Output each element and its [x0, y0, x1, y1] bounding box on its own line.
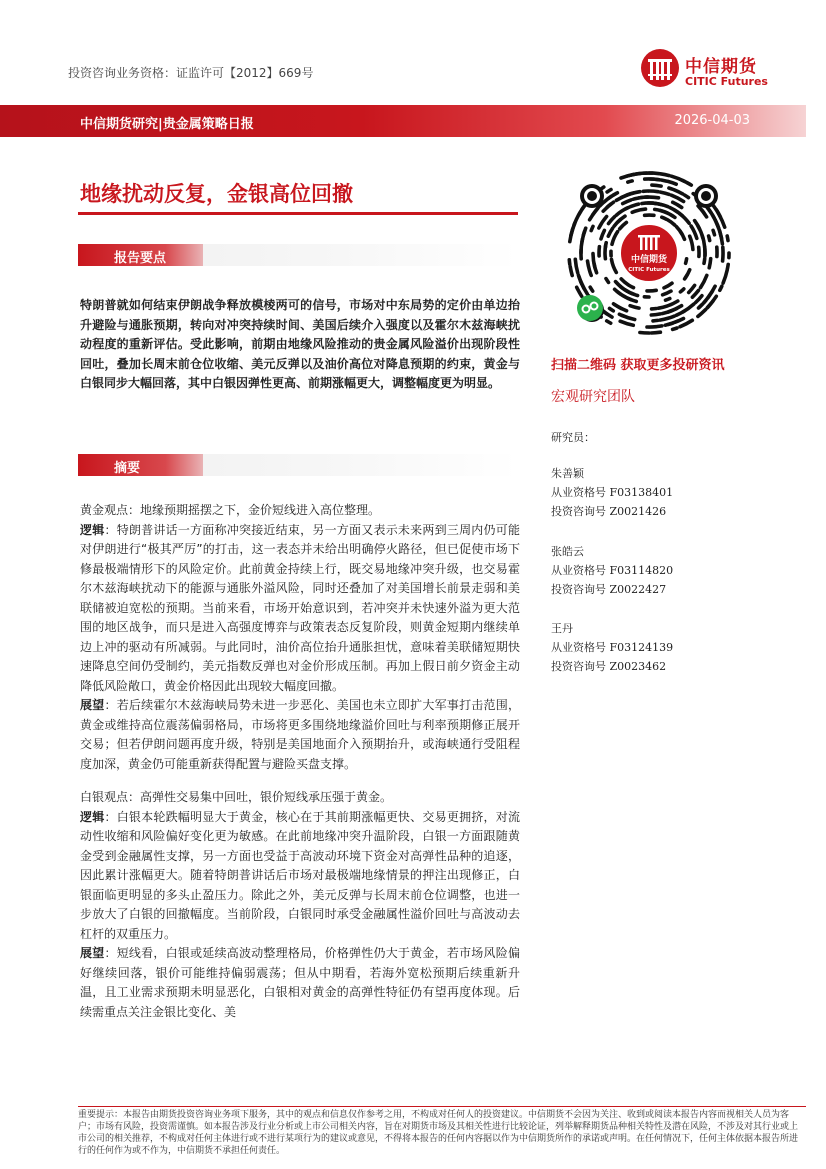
- section-header-key-points: [78, 244, 518, 266]
- company-logo: [640, 48, 805, 94]
- outlook-label: 展望: [80, 698, 105, 712]
- qr-module: [699, 305, 702, 308]
- title-underline: [78, 212, 518, 215]
- logo-english-name: CITIC Futures: [685, 75, 768, 88]
- qr-module: [575, 259, 577, 273]
- qr-module: [651, 314, 660, 315]
- qr-module: [707, 301, 713, 308]
- qr-module: [601, 230, 604, 239]
- page-title: 地缘扰动反复，金银高位回撤: [80, 182, 353, 206]
- silver-logic: [80, 808, 520, 945]
- qr-module: [713, 230, 714, 235]
- analyst-name: 王丹: [551, 622, 573, 635]
- qr-module: [620, 321, 633, 325]
- section-label: 摘要: [114, 461, 141, 476]
- summary-paragraph: 特朗普就如何结束伊朗战争释放模棱两可的信号，市场对中东局势的定价由单边抬升避险与通胀预期，转向对冲突持续时间、美国后续介入强度以及霍尔木兹海峡扰动程度的重新评估。受此影响，前期由地缘风险推动的贵金属风险溢价出现阶段性回吐，叠加长周末前仓位收缩、美元反弹以及油价高位对降息预期的约束，黄金与白银同步大幅回落，其中白银因弹性更高、前期涨幅更大，调整幅度更为明显。: [80, 298, 520, 390]
- qr-module: [593, 208, 599, 215]
- qr-module: [720, 230, 723, 243]
- analyst-advisory: 投资咨询号 Z0023462: [551, 660, 667, 673]
- gold-logic-text: ：特朗普讲话一方面称冲突接近结束，另一方面又表示未来两到三周内仍可能对伊朗进行“极其严厉”的打击，这一表态并未给出明确停火路径，但已促使市场下修最极端情形下的风险定价。此前黄金持续上行，既交易地缘冲突升级，也交易霍尔木兹海峡扰动下的能源与通胀外溢风险，同时还叠加了对美国增长前景走弱和美联储被迫宽松的预期。当前来看，市场开始意识到，若冲突并未快速外溢为更大范围的地区战争，而只是进入高强度博弈与政策表态反复阶段，则黄金短期内继续单边上冲的驱动有所减弱。与此同时，油价高位抬升通胀担忧，意味着美联储短期快速降息空间仍受制约，美元指数反弹也对金价形成压制。再加上假日前夕资金主动降低风险敞口，黄金价格因此出现较大幅度回撤。: [80, 522, 520, 693]
- qr-module: [628, 181, 632, 182]
- qr-module: [570, 267, 572, 276]
- qr-module: [723, 270, 727, 283]
- qr-module: [612, 232, 618, 245]
- qr-module: [670, 316, 674, 318]
- qr-finder-ring: [587, 191, 597, 201]
- qr-module: [691, 226, 697, 238]
- analyst-advisory: 投资咨询号 Z0022427: [551, 583, 667, 596]
- qr-module: [685, 195, 689, 198]
- qr-module: [677, 311, 685, 315]
- qr-module: [607, 204, 611, 207]
- logic-label: 逻辑: [80, 809, 105, 824]
- qr-module: [685, 275, 688, 279]
- qr-module: [649, 191, 658, 192]
- qr-module: [607, 190, 611, 193]
- qr-module: [659, 306, 668, 308]
- gold-outlook-text: ：若后续霍尔木兹海峡局势未进一步恶化、美国也未立即扩大军事打击范围，黄金或维持高位震荡偏弱格局，市场将更多围绕地缘溢价回吐与利率预期修正展开交易；但若伊朗问题再度升级，特别是美国地面介入预期抬升，或海峡通行受阻程度加深，黄金仍可能重新获得配置与避险买盘支撑。: [80, 698, 520, 771]
- header-bar: [0, 105, 806, 137]
- qr-module: [669, 188, 673, 190]
- qr-module: [645, 197, 659, 198]
- qr-module: [687, 183, 691, 185]
- qr-module: [626, 204, 639, 209]
- analyst-cert: 从业资格号 F03124139: [551, 641, 674, 654]
- qr-module: [674, 190, 682, 194]
- logic-label: 逻辑: [80, 522, 105, 537]
- qr-module: [662, 180, 667, 181]
- qr-module: [704, 259, 705, 264]
- qr-module: [660, 192, 669, 194]
- qr-center-english: CITIC Futures: [628, 267, 670, 273]
- qr-module: [619, 314, 623, 316]
- qr-module: [666, 299, 670, 301]
- qr-module: [610, 308, 614, 311]
- analyst-card: [551, 464, 673, 521]
- qr-module: [690, 236, 693, 249]
- silver-logic-text: ：白银本轮跌幅明显大于黄金，核心在于其前期涨幅更快、交易更拥挤，对流动性收缩和风险偏好变化更为敏感。在此前地缘冲突升温阶段，白银一方面跟随黄金受到金融属性支撑，另一方面也受益于高波动环境下资金对高弹性品种的追逐，因此累计涨幅更大。随着特朗普讲话后市场对最极端地缘情景的押注出现修正，白银面临更明显的多头止盈压力。除此之外，美元反弹与长周末前仓位调整，也进一步放大了白银的回撤幅度。当前阶段，白银同时承受金融属性溢价回吐与高波动去杠杆的双重压力。: [80, 809, 520, 941]
- qr-module: [605, 243, 606, 248]
- analyst-name: 朱善颖: [551, 467, 584, 480]
- logo-chinese-name: 中信期货: [685, 57, 757, 77]
- analyst-cert: 从业资格号 F03114820: [551, 564, 674, 577]
- qr-module: [689, 285, 695, 292]
- qr-module: [660, 174, 669, 176]
- qr-module: [609, 217, 615, 224]
- section-label: 报告要点: [114, 251, 167, 266]
- citic-logo-icon: [619, 223, 679, 283]
- silver-view: 白银观点：高弹性交易集中回吐，银价短线承压强于黄金。: [80, 790, 393, 804]
- analyst-cert: 从业资格号 F03138401: [551, 486, 674, 499]
- silver-outlook-text: ：短线看，白银或延续高波动整理格局，价格弹性仍大于黄金，若市场风险偏好继续回落，银价可能维持偏弱震荡；但从中期看，若海外宽松预期后续重新升温，且工业需求预期未明显恶化，白银相对黄金的高弹性特征仍有望再度体现。后续需重点关注金银比变化、美: [80, 946, 520, 1019]
- qr-module: [653, 320, 658, 321]
- qr-module: [599, 217, 607, 229]
- gold-outlook: [80, 696, 520, 774]
- qr-module: [647, 290, 656, 291]
- analyst-advisory: 投资咨询号 Z0021426: [551, 505, 667, 518]
- silver-outlook: [80, 944, 520, 1022]
- researchers-label: 研究员：: [551, 431, 595, 444]
- qr-module: [618, 216, 625, 222]
- qr-module: [614, 304, 622, 309]
- qr-module: [613, 193, 617, 195]
- qr-caption: 扫描二维码 获取更多投研资讯: [551, 358, 725, 373]
- qr-code[interactable]: [566, 170, 732, 336]
- analyst-name: 张皓云: [551, 545, 584, 558]
- qr-module: [692, 290, 698, 297]
- qr-module: [651, 332, 660, 333]
- qr-module: [606, 279, 609, 283]
- qr-module: [668, 181, 677, 184]
- disclaimer-text: 重要提示：本报告由期货投资咨询业务项下服务，其中的观点和信息仅作参考之用，不构成对任何人的投资建议。中信期货不会因为关注、收到或阅读本报告内容而视相关人员为客户；市场有风险，投资需谨慎。如本报告涉及行业分析或上市公司相关内容，旨在对期货市场及其相关性进行比较论证，列举解释期货品种相关特性及潜在风险，不涉及对其行业或上市公司的相关推荐，不构成对任何主体进行或不进行某项行为的建议或意见，不得将本报告的任何内容据以作为中信期货所作的承诺或声明。在任何情况下，任何主体依据本报告所进行的任何作为或不作为，中信期货不承担任何责任。: [78, 1110, 799, 1156]
- qr-module: [664, 283, 672, 288]
- qr-module: [629, 286, 633, 288]
- qr-module: [720, 286, 722, 290]
- qr-module: [593, 254, 595, 268]
- qr-module: [652, 185, 661, 186]
- analyst-card: [551, 619, 673, 676]
- qr-module: [663, 311, 672, 314]
- qr-module: [696, 296, 702, 303]
- qr-module: [709, 236, 710, 241]
- team-name: 宏观研究团队: [551, 389, 635, 405]
- qr-module: [650, 179, 659, 180]
- qr-module: [709, 259, 711, 268]
- qr-module: [608, 228, 612, 236]
- qr-module: [612, 259, 617, 272]
- qr-module: [727, 236, 728, 241]
- qr-module: [630, 306, 639, 308]
- qr-module: [583, 231, 584, 236]
- qr-module: [719, 215, 725, 228]
- qr-module: [590, 287, 593, 291]
- qr-module: [727, 264, 728, 269]
- qr-module: [663, 291, 671, 295]
- qr-module: [569, 260, 570, 265]
- section-header-abstract: [78, 454, 518, 476]
- qr-module: [678, 205, 682, 208]
- qr-module: [698, 314, 702, 317]
- report-date: 2026-04-03: [674, 113, 750, 128]
- qr-module: [673, 328, 677, 329]
- qr-module: [590, 271, 592, 275]
- gold-logic: [80, 521, 520, 697]
- qr-module: [669, 304, 673, 306]
- qr-module: [582, 206, 585, 210]
- license-text: 投资咨询业务资格：证监许可【2012】669号: [68, 66, 314, 80]
- qr-module: [662, 217, 666, 219]
- qr-module: [702, 210, 705, 214]
- qr-module: [680, 231, 684, 239]
- report-series-title: 中信期货研究|贵金属策略日报: [80, 117, 254, 132]
- qr-module: [660, 318, 669, 320]
- qr-module: [671, 195, 683, 201]
- qr-module: [578, 275, 581, 284]
- qr-module: [617, 292, 621, 295]
- gold-view: 黄金观点：地缘预期摇摆之下，金价短线进入高位整理。: [80, 503, 381, 517]
- qr-module: [674, 301, 678, 303]
- qr-center-name: 中信期货: [630, 255, 668, 265]
- qr-module: [577, 287, 579, 291]
- qr-module: [701, 275, 707, 287]
- qr-finder-ring: [701, 191, 711, 201]
- qr-module: [627, 192, 640, 196]
- qr-module: [680, 213, 690, 223]
- qr-module: [702, 236, 703, 240]
- citic-logo-icon: [640, 48, 680, 88]
- qr-module: [591, 226, 593, 230]
- qr-module: [607, 321, 611, 323]
- qr-module: [632, 174, 637, 175]
- mini-program-icon: [576, 294, 604, 322]
- qr-module: [669, 323, 673, 324]
- qr-module: [588, 261, 590, 270]
- footer-divider: [78, 1106, 806, 1107]
- qr-module: [623, 200, 631, 204]
- qr-module: [680, 289, 683, 292]
- qr-module: [659, 204, 668, 207]
- qr-module: [632, 209, 645, 212]
- abstract-body: [80, 501, 520, 1022]
- qr-module: [686, 259, 687, 264]
- qr-module: [671, 215, 675, 218]
- outlook-label: 展望: [80, 946, 105, 960]
- qr-module: [640, 333, 649, 334]
- qr-module: [716, 210, 718, 214]
- analyst-card: [551, 542, 673, 599]
- qr-module: [702, 310, 705, 313]
